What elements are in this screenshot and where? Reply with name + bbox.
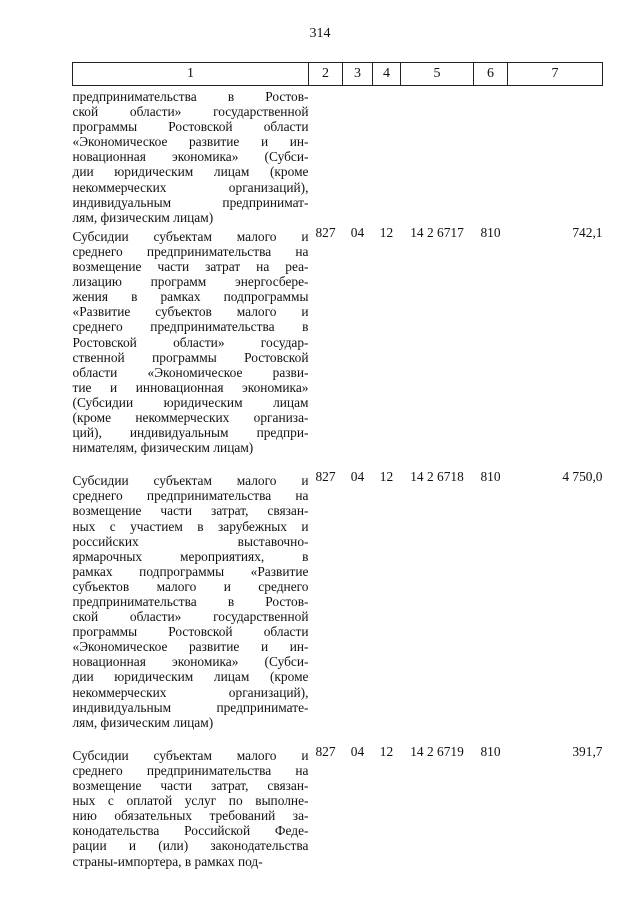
subsection-code: 12 <box>379 469 394 485</box>
table-row <box>73 469 603 744</box>
ministry-code: 827 <box>315 224 336 240</box>
table-row <box>73 86 603 225</box>
section-code: 04 <box>350 469 365 485</box>
description-line: новационная экономика» (Субси- <box>72 149 309 165</box>
description-line: дии юридическим лицам (кроме <box>72 669 309 685</box>
description-line: страны-импортера, в рамках под- <box>72 853 263 869</box>
subsection-code: 12 <box>379 224 394 240</box>
description-line: индивидуальным предпринимат- <box>72 194 309 210</box>
row-description <box>73 469 309 744</box>
description-line: возмещение части затрат, связан- <box>72 503 309 519</box>
description-line: «Развитие субъектов малого и <box>72 304 309 320</box>
description-line: ярмарочных мероприятиях, в <box>72 548 309 564</box>
description-line: возмещение части затрат на реа- <box>72 259 309 275</box>
description-line: лям, физическим лицам) <box>72 714 214 730</box>
description-line: дии юридическим лицам (кроме <box>72 164 309 180</box>
description-line: предпринимательства в Ростов- <box>72 89 309 104</box>
description-line: нимателям, физическим лицам) <box>72 440 254 456</box>
description-line: Субсидии субъектам малого и <box>72 747 309 763</box>
description-line: среднего предпринимательства на <box>72 762 309 778</box>
section-code: 04 <box>350 743 365 759</box>
header-col-5: 5 <box>401 63 474 86</box>
description-line: ской области» государственной <box>72 609 309 625</box>
description-line: (кроме некоммерческих организа- <box>72 409 309 425</box>
header-col-4: 4 <box>373 63 401 86</box>
target-article-code: 14 2 6718 <box>410 469 464 485</box>
ministry-code: 827 <box>315 469 336 485</box>
target-article-code: 14 2 6719 <box>410 743 464 759</box>
description-line: рации и (или) законодательства <box>72 838 309 854</box>
description-line: ций), индивидуальным предпри- <box>72 425 309 441</box>
target-article-code <box>401 86 474 225</box>
description-line: рамках подпрограммы «Развитие <box>72 563 309 579</box>
description-line: конодательства Российской Феде- <box>72 823 309 839</box>
ministry-code <box>309 86 343 225</box>
description-line: (Субсидии юридическим лицам <box>72 394 309 410</box>
description-line: «Экономическое развитие и ин- <box>72 134 309 150</box>
row-description <box>73 86 309 225</box>
description-line: среднего предпринимательства на <box>72 488 309 504</box>
description-line: среднего предпринимательства в <box>72 319 309 335</box>
row-description <box>73 744 309 883</box>
description-line: российских выставочно- <box>72 533 309 549</box>
description-line: нию обязательных требований за- <box>72 808 309 824</box>
table-body <box>73 86 603 883</box>
description-line: области «Экономическое разви- <box>72 364 309 380</box>
description-line: предпринимательства в Ростов- <box>72 594 309 609</box>
description-line: Субсидии субъектам малого и <box>72 228 309 244</box>
header-col-2: 2 <box>309 63 343 86</box>
page-number: 314 <box>309 26 331 41</box>
expense-type-code: 810 <box>480 743 501 759</box>
description-line: «Экономическое развитие и ин- <box>72 639 309 655</box>
table-header-row <box>73 63 603 86</box>
section-code <box>343 86 373 225</box>
description-line: жения в рамках подпрограммы <box>72 289 309 305</box>
subsection-code <box>373 86 401 225</box>
description-line: ственной программы Ростовской <box>72 349 309 365</box>
amount-value: 742,1 <box>572 224 603 240</box>
description-line: некоммерческих организаций), <box>72 179 309 195</box>
header-col-3: 3 <box>343 63 373 86</box>
target-article-code: 14 2 6717 <box>410 224 464 240</box>
table-row <box>73 225 603 469</box>
amount-value: 4 750,0 <box>562 469 603 485</box>
description-line: субъектов малого и среднего <box>72 578 309 594</box>
description-line: лизацию программ энергосбере- <box>72 274 309 290</box>
description-line: новационная экономика» (Субси- <box>72 654 309 670</box>
description-line: Субсидии субъектам малого и <box>72 473 309 489</box>
table-row <box>73 744 603 883</box>
description-line: Ростовской области» государ- <box>72 334 309 350</box>
section-code: 04 <box>350 224 365 240</box>
description-line: ных с оплатой услуг по выполне- <box>72 793 309 809</box>
header-col-7: 7 <box>508 63 603 86</box>
row-description <box>73 225 309 469</box>
description-line: программы Ростовской области <box>72 624 309 640</box>
expense-type-code <box>474 86 508 225</box>
amount-value <box>508 86 603 225</box>
description-line: ской области» государственной <box>72 104 309 120</box>
header-col-6: 6 <box>474 63 508 86</box>
ministry-code: 827 <box>315 743 336 759</box>
description-line: программы Ростовской области <box>72 119 309 135</box>
subsection-code: 12 <box>379 743 394 759</box>
description-line: возмещение части затрат, связан- <box>72 778 309 794</box>
expense-type-code: 810 <box>480 224 501 240</box>
description-line: среднего предпринимательства на <box>72 243 309 259</box>
budget-table <box>72 62 603 883</box>
description-line: некоммерческих организаций), <box>72 684 309 700</box>
expense-type-code: 810 <box>480 469 501 485</box>
header-col-1: 1 <box>73 63 309 86</box>
description-line: ных с участием в зарубежных и <box>72 518 309 534</box>
description-line: лям, физическим лицам) <box>72 209 214 225</box>
description-line: индивидуальным предпринимате- <box>72 699 309 715</box>
description-line: тие и инновационная экономика» <box>72 379 309 395</box>
amount-value: 391,7 <box>572 743 603 759</box>
